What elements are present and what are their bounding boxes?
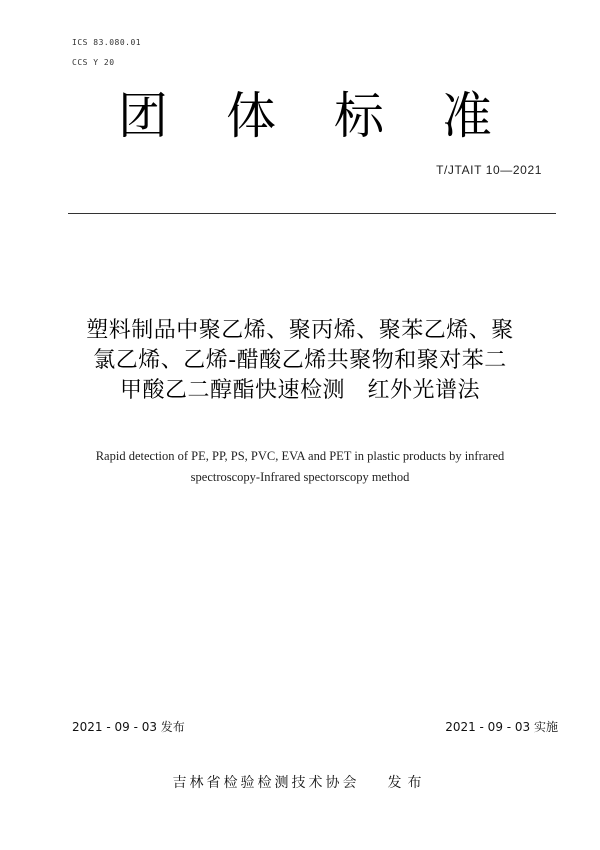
ccs-code: CCS Y 20 [72, 58, 115, 67]
english-title [30, 446, 570, 488]
english-title-line-1: Rapid detection of PE, PP, PS, PVC, EVA and PET in plastic products by infrared [95, 449, 505, 463]
publisher-line [0, 772, 600, 792]
main-title: 团体标准 [118, 87, 550, 145]
chinese-title-line-3: 甲酸乙二醇酯快速检测 红外光谱法 [119, 378, 480, 403]
ics-code: ICS 83.080.01 [72, 38, 142, 47]
header-divider [68, 213, 556, 214]
publisher-organization: 吉林省检验检测技术协会 [172, 775, 360, 791]
publisher-issue-label: 发布 [387, 775, 428, 791]
chinese-title [40, 316, 560, 406]
implementation-date: 2021 - 09 - 03 实施 [445, 720, 558, 734]
release-date: 2021 - 09 - 03 发布 [72, 720, 185, 734]
english-title-line-2: spectroscopy-Infrared spectorscopy method [190, 470, 410, 484]
chinese-title-line-2: 氯乙烯、乙烯-醋酸乙烯共聚物和聚对苯二 [93, 348, 507, 373]
chinese-title-line-1: 塑料制品中聚乙烯、聚丙烯、聚苯乙烯、聚 [86, 318, 514, 343]
standard-number: T/JTAIT 10—2021 [436, 163, 542, 177]
